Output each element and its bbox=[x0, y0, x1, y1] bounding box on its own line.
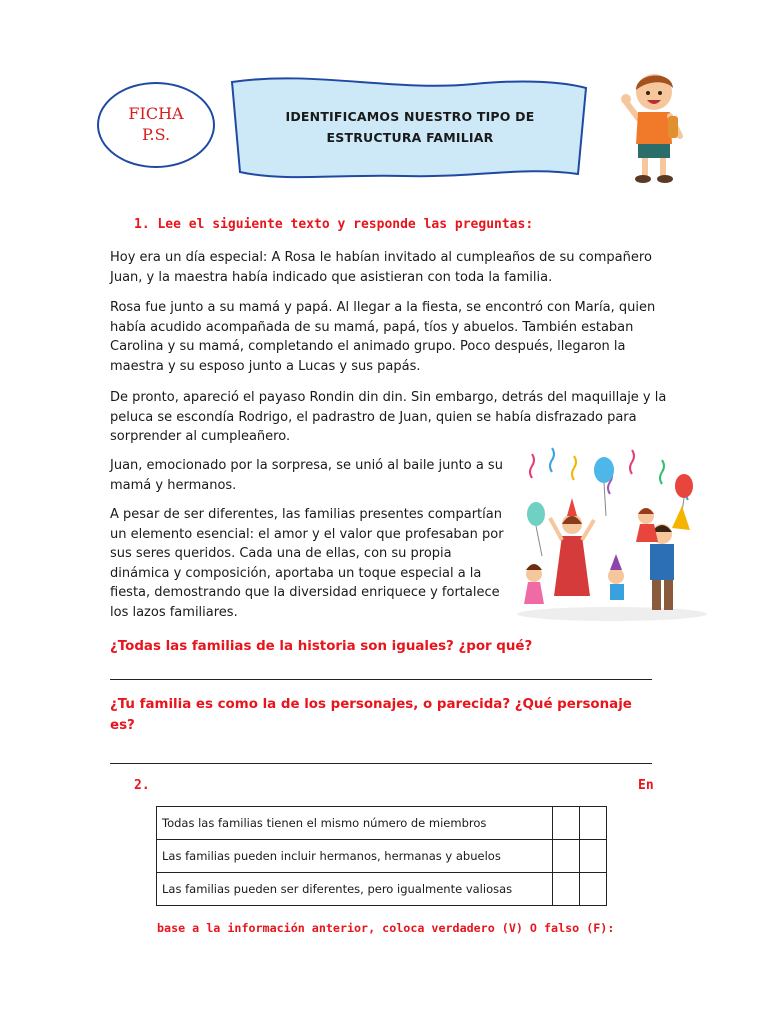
answer-line-1[interactable] bbox=[110, 679, 652, 680]
story-paragraph-3: De pronto, apareció el payaso Rondin din din. Sin embargo, detrás del maquillaje y la peluca se escondía Rodrigo, el padrastro de Juan, quien se había disfrazado para sorprender al cumpleañero. bbox=[110, 390, 667, 444]
exercise-1-heading: 1. Lee el siguiente texto y responde las preguntas: bbox=[134, 217, 534, 232]
story-paragraph-4: Juan, emocionado por la sorpresa, se unió al baile junto a su mamá y hermanos. bbox=[110, 458, 503, 493]
exercise-2-number: 2. bbox=[134, 778, 150, 793]
table-row bbox=[157, 840, 607, 873]
birthday-party-illustration bbox=[512, 446, 708, 622]
ficha-label: FICHA bbox=[128, 104, 184, 123]
answer-line-2[interactable] bbox=[110, 763, 652, 764]
title-line-2: ESTRUCTURA FAMILIAR bbox=[326, 130, 494, 145]
table-row bbox=[157, 873, 607, 906]
true-false-table bbox=[156, 806, 607, 906]
exercise-2-word-en: En bbox=[638, 778, 654, 793]
story-paragraph-1: Hoy era un día especial: A Rosa le habían invitado al cumpleaños de su compañero Juan, y la maestra había indicado que asistieran con toda la familia. bbox=[110, 250, 652, 285]
exercise-2-instruction: base a la información anterior, coloca verdadero (V) O falso (F): bbox=[157, 921, 615, 935]
statement-cell: Todas las familias tienen el mismo número de miembros bbox=[157, 807, 553, 840]
worksheet-title bbox=[240, 106, 580, 148]
answer-box-f[interactable] bbox=[580, 840, 607, 873]
statement-cell: Las familias pueden ser diferentes, pero igualmente valiosas bbox=[157, 873, 553, 906]
story-paragraph-2: Rosa fue junto a su mamá y papá. Al llegar a la fiesta, se encontró con María, quien había acudido acompañada de su mamá, papá, tíos y abuelos. También estaban Carolina y su mamá, completando el animado grupo. Poco después, llegaron la maestra y su esposo junto a Lucas y sus papás. bbox=[110, 300, 656, 374]
story-paragraph-5: A pesar de ser diferentes, las familias presentes compartían un elemento esencial: el amor y el valor que profesaban por sus seres queridos. Cada una de ellas, con su propia dinámica y composición, aportaba un toque especial a la fiesta, demostrando que la diversidad enriquece y fortalece los lazos familiares. bbox=[110, 507, 504, 620]
answer-box-v[interactable] bbox=[553, 873, 580, 906]
waving-boy-illustration bbox=[618, 66, 690, 188]
question-your-family: ¿Tu familia es como la de los personajes, o parecida? ¿Qué personaje es? bbox=[110, 697, 632, 733]
answer-box-v[interactable] bbox=[553, 840, 580, 873]
ficha-badge bbox=[97, 82, 215, 168]
statement-cell: Las familias pueden incluir hermanos, hermanas y abuelos bbox=[157, 840, 553, 873]
answer-box-f[interactable] bbox=[580, 807, 607, 840]
title-line-1: IDENTIFICAMOS NUESTRO TIPO DE bbox=[285, 109, 535, 124]
question-families-equal: ¿Todas las familias de la historia son iguales? ¿por qué? bbox=[110, 639, 533, 654]
answer-box-v[interactable] bbox=[553, 807, 580, 840]
ficha-code: P.S. bbox=[141, 125, 171, 144]
table-row bbox=[157, 807, 607, 840]
answer-box-f[interactable] bbox=[580, 873, 607, 906]
